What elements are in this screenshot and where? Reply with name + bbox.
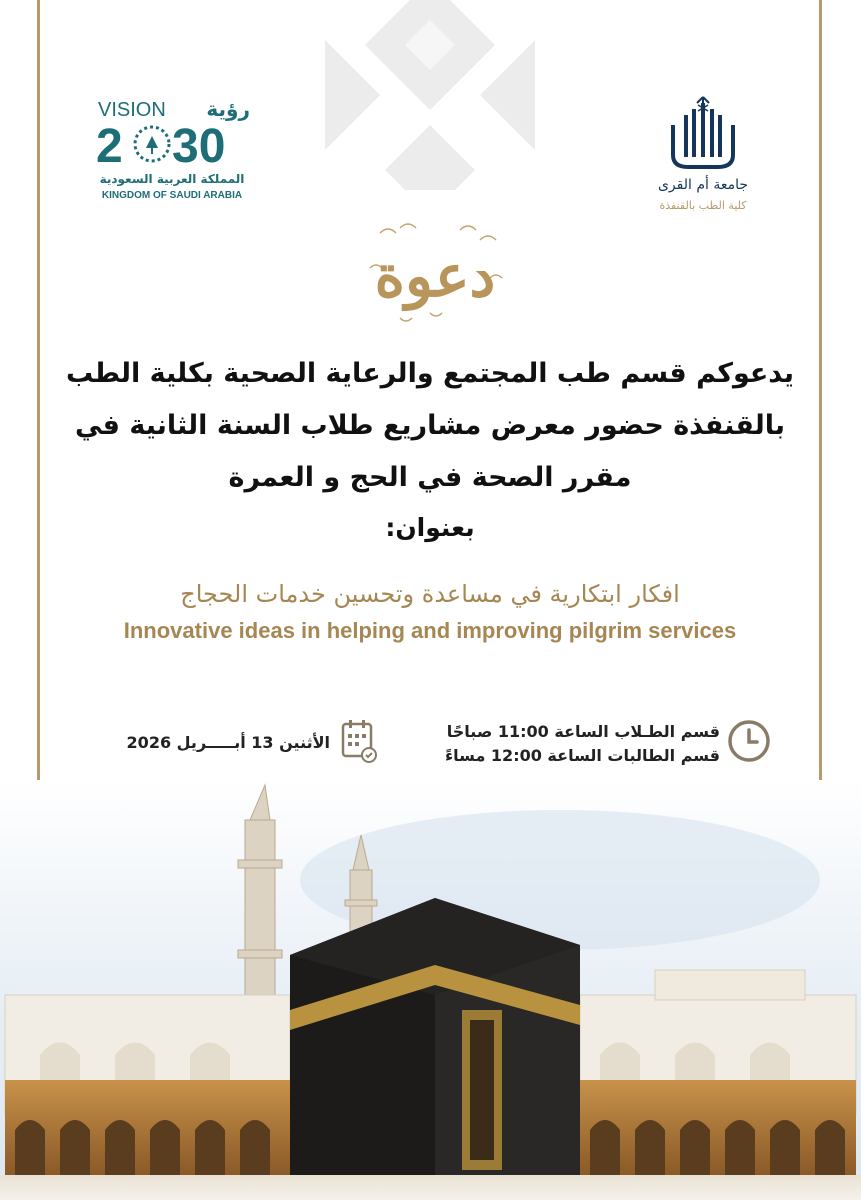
topic-english: Innovative ideas in helping and improving pilgrim services	[123, 618, 737, 643]
university-logo	[618, 85, 788, 220]
invitation-line-4: بعنوان:	[385, 513, 475, 542]
vision-year-right: 30	[172, 120, 226, 173]
calendar-check-icon	[340, 718, 378, 764]
title-text: دعوة	[374, 242, 496, 310]
clock-icon	[726, 718, 772, 764]
vision-2030-logo	[90, 92, 265, 207]
vision-country-en: KINGDOM OF SAUDI ARABIA	[101, 190, 243, 201]
vision-year-left: 2	[96, 120, 123, 173]
invitation-title	[340, 218, 530, 338]
invitation-line-3: مقرر الصحة في الحج و العمرة	[228, 462, 632, 493]
vision-emblem-icon	[135, 127, 169, 161]
vision-label: VISION	[98, 99, 166, 121]
topic-arabic: افكار ابتكارية في مساعدة وتحسين خدمات الحجاج	[180, 580, 680, 608]
university-name-ar: جامعة أم القرى	[657, 177, 749, 193]
decorative-pattern	[325, 0, 535, 190]
time-students: قسم الطـلاب الساعة 11:00 صباحًا	[446, 722, 720, 741]
vision-country-ar: المملكة العربية السعودية	[99, 172, 245, 186]
invitation-line-2: بالقنفذة حضور معرض مشاريع طلاب السنة الثانية في	[74, 410, 786, 441]
university-building-icon	[673, 103, 733, 167]
kaaba-icon	[290, 898, 580, 1175]
arcade-left-icon	[5, 995, 290, 1175]
vision-label-ar: رؤية	[206, 97, 250, 121]
arcade-right-icon	[580, 970, 856, 1175]
college-name-ar: كلية الطب بالقنفذة	[659, 199, 747, 212]
event-date: الأثنين 13 أبـــــريل 2026	[126, 733, 330, 752]
invitation-line-1: يدعوكم قسم طب المجتمع والرعاية الصحية بكلية الطب	[65, 358, 795, 389]
time-female-students: قسم الطالبات الساعة 12:00 مساءً	[444, 746, 720, 765]
kaaba-scene-image	[0, 780, 861, 1200]
